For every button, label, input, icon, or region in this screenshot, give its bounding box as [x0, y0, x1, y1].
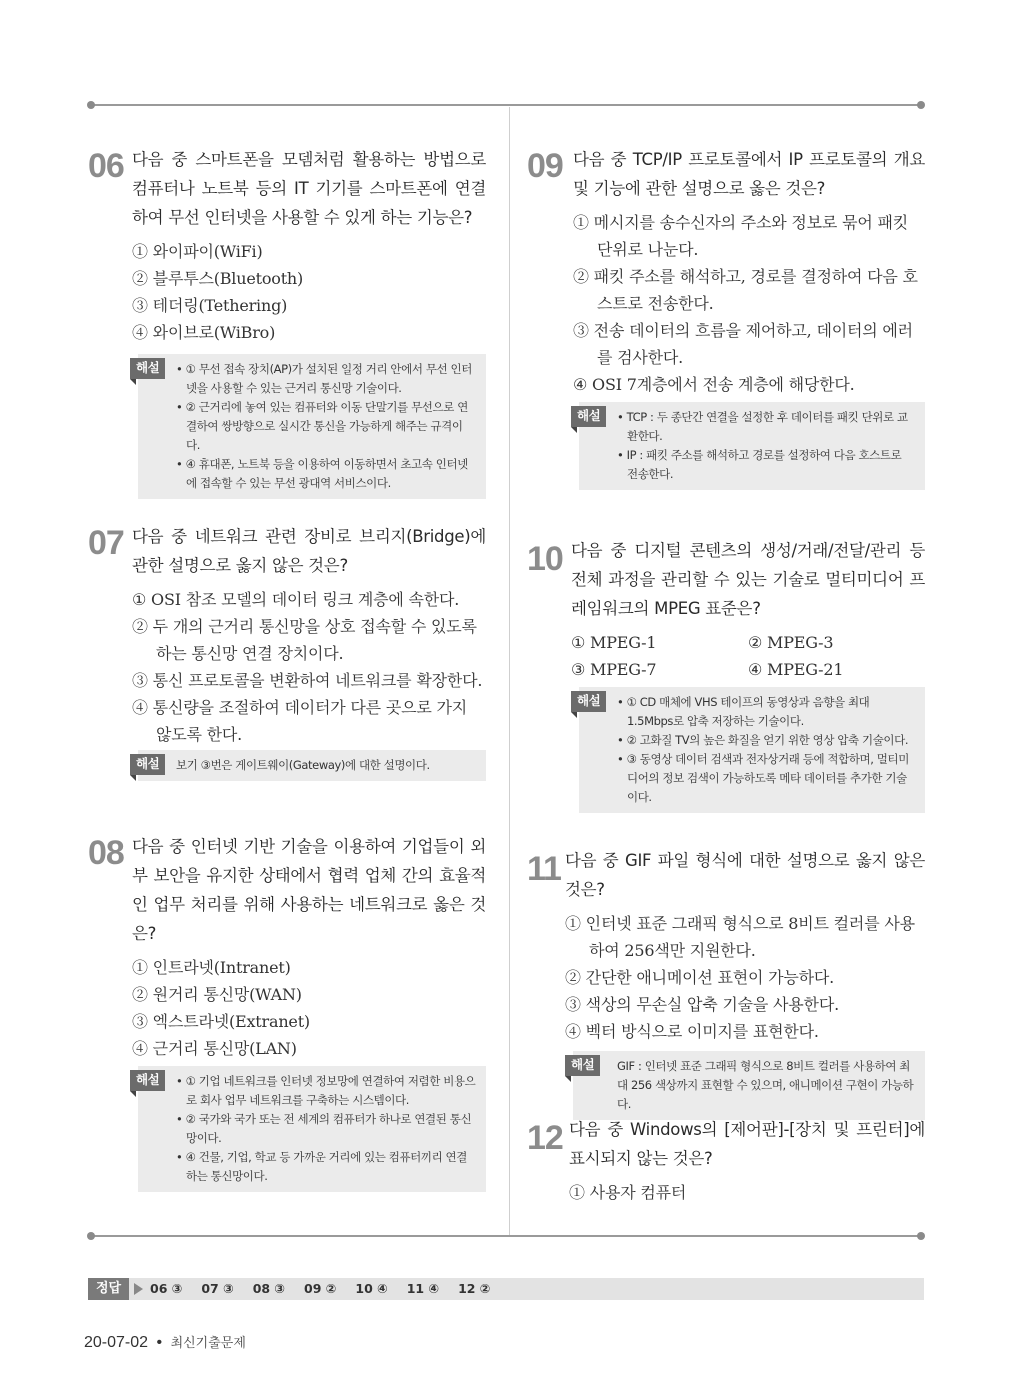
option-3: ③ 통신 프로토콜을 변환하여 네트워크를 확장한다.	[132, 671, 483, 690]
option-4: ④ 통신량을 조절하여 데이터가 다른 곳으로 가지 않도록 한다.	[132, 698, 467, 744]
question-11	[527, 846, 925, 1120]
question-number: 07	[88, 524, 124, 562]
option-1: ① 인트라넷(Intranet)	[132, 958, 291, 977]
option-3: ③ 색상의 무손실 압축 기술을 사용한다.	[565, 995, 839, 1014]
option-2: ② 두 개의 근거리 통신망을 상호 접속할 수 있도록 하는 통신망 연결 장치이다.	[132, 617, 477, 663]
option-4: ④ MPEG-21	[748, 660, 844, 679]
option-4: ④ 근거리 통신망(LAN)	[132, 1039, 297, 1058]
question-stem: 다음 중 스마트폰을 모뎀처럼 활용하는 방법으로 컴퓨터나 노트북 등의 IT 기기를 스마트폰에 연결하여 무선 인터넷을 사용할 수 있게 하는 기능은?	[132, 150, 486, 227]
question-number: 11	[527, 850, 561, 888]
explanation-item: 보기 ③번은 게이트웨이(Gateway)에 대한 설명이다.	[176, 758, 430, 772]
answer-key-tag: 정답	[88, 1278, 129, 1300]
arrow-right-icon	[134, 1283, 143, 1295]
option-1: ① OSI 참조 모델의 데이터 링크 계층에 속한다.	[132, 590, 460, 609]
explanation-item: • ② 고화질 TV의 높은 화질을 얻기 위한 영상 압축 기술이다.	[617, 733, 909, 747]
question-stem: 다음 중 디지털 콘텐츠의 생성/거래/전달/관리 등 전체 과정을 관리할 수 있는 기술로 멀티미디어 프레임워크의 MPEG 표준은?	[571, 541, 925, 618]
explanation-tag: 해설	[565, 1055, 600, 1076]
question-stem: 다음 중 TCP/IP 프로토콜에서 IP 프로토콜의 개요 및 기능에 관한 설명으로 옳은 것은?	[573, 150, 925, 198]
answer-item: 09 ②	[304, 1281, 337, 1296]
explanation-item: • ① 무선 접속 장치(AP)가 설치된 일정 거리 안에서 무선 인터넷을 사용할 수 있는 근거리 통신망 기술이다.	[176, 362, 472, 395]
explanation-item: • IP : 패킷 주소를 해석하고 경로를 설정하여 다음 호스트로 전송한다.	[617, 448, 902, 481]
option-2: ② MPEG-3	[748, 633, 834, 652]
question-09	[527, 145, 925, 490]
explanation-box	[579, 402, 925, 490]
option-2: ② 블루투스(Bluetooth)	[132, 269, 304, 288]
option-1: ① MPEG-1	[571, 633, 657, 652]
option-3: ③ 전송 데이터의 흐름을 제어하고, 데이터의 에러를 검사한다.	[573, 321, 913, 367]
answer-item: 08 ③	[252, 1281, 286, 1296]
bottom-rule	[90, 1235, 922, 1237]
option-1: ① 메시지를 송수신자의 주소와 정보로 묶어 패킷 단위로 나눈다.	[573, 213, 908, 259]
question-10	[527, 536, 925, 813]
question-12	[527, 1115, 925, 1206]
question-number: 09	[527, 147, 563, 185]
page-code: 20-07-02	[84, 1334, 149, 1351]
option-4: ④ 와이브로(WiBro)	[132, 323, 276, 342]
column-divider	[509, 107, 510, 1237]
explanation-tag: 해설	[130, 1070, 165, 1091]
explanation-item: • TCP : 두 종단간 연결을 설정한 후 데이터를 패킷 단위로 교환한다.	[617, 410, 908, 443]
question-08	[88, 832, 486, 1192]
answer-item: 10 ④	[355, 1281, 388, 1296]
option-1: ① 와이파이(WiFi)	[132, 242, 263, 261]
option-2: ② 패킷 주소를 해석하고, 경로를 결정하여 다음 호스트로 전송한다.	[573, 267, 918, 313]
explanation-item: • ① CD 매체에 VHS 테이프의 동영상과 음향을 최대 1.5Mbps로 압축 저장하는 기술이다.	[617, 695, 870, 728]
question-number: 10	[527, 540, 563, 578]
question-stem: 다음 중 인터넷 기반 기술을 이용하여 기업들이 외부 보안을 유지한 상태에서 협력 업체 간의 효율적인 업무 처리를 위해 사용하는 네트워크로 옳은 것은?	[132, 837, 486, 943]
option-3: ③ MPEG-7	[571, 660, 657, 679]
question-07	[88, 522, 486, 781]
answer-item: 11 ④	[406, 1281, 440, 1296]
explanation-item: • ④ 건물, 기업, 학교 등 가까운 거리에 있는 컴퓨터끼리 연결하는 통신망이다.	[176, 1150, 467, 1183]
top-rule	[90, 104, 922, 106]
question-stem: 다음 중 네트워크 관련 장비로 브리지(Bridge)에 관한 설명으로 옳지 않은 것은?	[132, 527, 486, 575]
explanation-item: • ④ 휴대폰, 노트북 등을 이용하여 이동하면서 초고속 인터넷에 접속할 수 있는 무선 광대역 서비스이다.	[176, 457, 468, 490]
answer-item: 12 ②	[458, 1281, 491, 1296]
explanation-box	[138, 354, 486, 499]
explanation-item: • ② 국가와 국가 또는 전 세계의 컴퓨터가 하나로 연결된 통신망이다.	[176, 1112, 472, 1145]
explanation-box	[138, 1066, 486, 1192]
option-1: ① 사용자 컴퓨터	[569, 1183, 687, 1202]
answer-item: 07 ③	[201, 1281, 234, 1296]
option-4: ④ OSI 7계층에서 전송 계층에 해당한다.	[573, 375, 855, 394]
explanation-item: • ③ 동영상 데이터 검색과 전자상거래 등에 적합하며, 멀티미디어의 정보 검색이 가능하도록 메타 데이터를 추가한 기술이다.	[617, 752, 909, 804]
footer-bullet: •	[156, 1334, 163, 1351]
question-stem: 다음 중 Windows의 [제어판]-[장치 및 프린터]에 표시되지 않는 것은?	[569, 1120, 925, 1168]
footer-label: 최신기출문제	[170, 1335, 246, 1350]
explanation-item: • ① 기업 네트워크를 인터넷 정보망에 연결하여 저렴한 비용으로 회사 업무 네트워크를 구축하는 시스템이다.	[176, 1074, 476, 1107]
explanation-tag: 해설	[571, 406, 606, 427]
question-stem: 다음 중 GIF 파일 형식에 대한 설명으로 옳지 않은 것은?	[565, 851, 925, 899]
explanation-box	[138, 750, 486, 781]
question-06	[88, 145, 486, 499]
explanation-box	[573, 1051, 925, 1120]
explanation-tag: 해설	[571, 691, 606, 712]
option-1: ① 인터넷 표준 그래픽 형식으로 8비트 컬러를 사용하여 256색만 지원한다.	[565, 914, 915, 960]
answer-key-bar	[88, 1278, 924, 1300]
question-number: 06	[88, 147, 124, 185]
option-2: ② 원거리 통신망(WAN)	[132, 985, 302, 1004]
option-2: ② 간단한 애니메이션 표현이 가능하다.	[565, 968, 835, 987]
explanation-item: • ② 근거리에 놓여 있는 컴퓨터와 이동 단말기를 무선으로 연결하여 쌍방향으로 실시간 통신을 가능하게 해주는 규격이다.	[176, 400, 468, 452]
explanation-tag: 해설	[130, 754, 165, 775]
explanation-tag: 해설	[130, 358, 165, 379]
question-number: 08	[88, 834, 124, 872]
option-3: ③ 엑스트라넷(Extranet)	[132, 1012, 310, 1031]
explanation-item: GIF : 인터넷 표준 그래픽 형식으로 8비트 컬러를 사용하여 최대 256 색상까지 표현할 수 있으며, 애니메이션 구현이 가능하다.	[617, 1059, 914, 1111]
option-3: ③ 테더링(Tethering)	[132, 296, 288, 315]
question-number: 12	[527, 1119, 563, 1157]
answer-item: 06 ③	[150, 1281, 183, 1296]
answer-key-list	[150, 1278, 509, 1300]
page-footer	[84, 1332, 246, 1352]
explanation-box	[579, 687, 925, 813]
option-4: ④ 벡터 방식으로 이미지를 표현한다.	[565, 1022, 819, 1041]
